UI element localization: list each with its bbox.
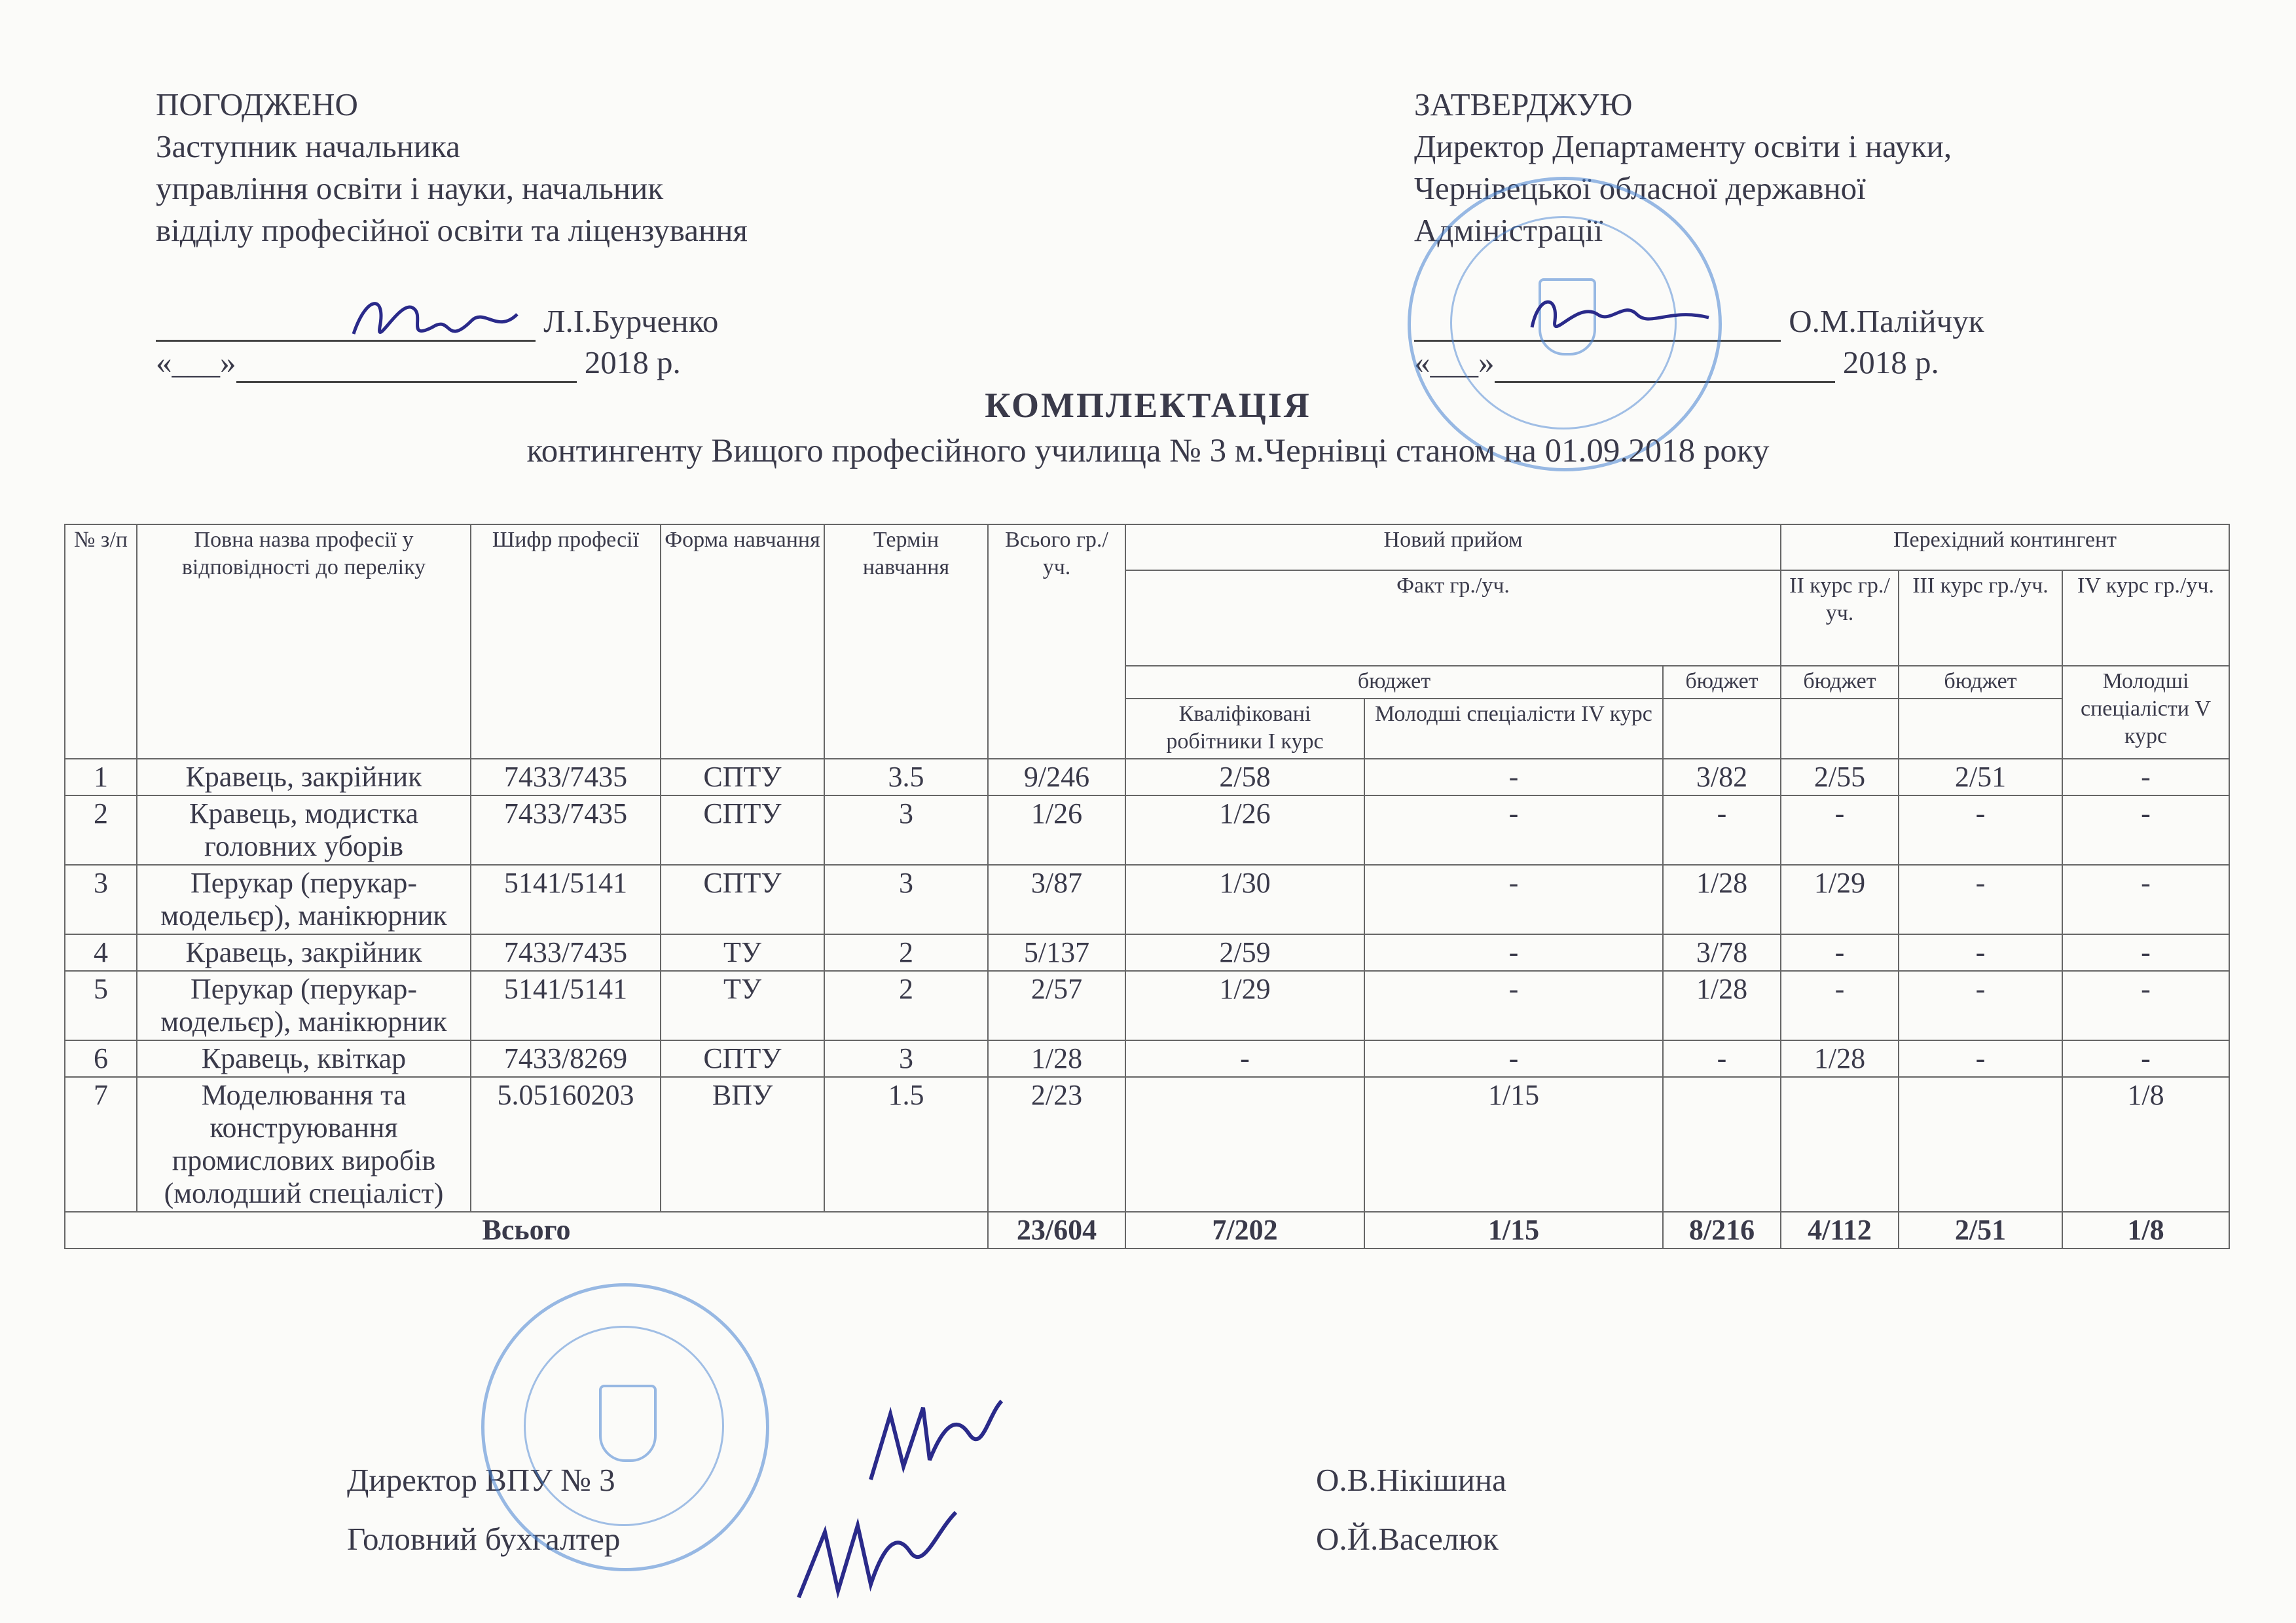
cell-total: 1/26: [988, 795, 1125, 865]
approver2-position-line1: Директор Департаменту освіти і науки,: [1414, 128, 1952, 164]
cell-num: 4: [65, 934, 137, 971]
header-transitional: Перехідний контингент: [1781, 524, 2229, 570]
header-budget-new: бюджет: [1125, 666, 1663, 699]
approval-block-left: [156, 84, 748, 251]
cell-c3: -: [1781, 971, 1899, 1040]
total-qual: 7/202: [1125, 1212, 1364, 1249]
cell-num: 7: [65, 1077, 137, 1212]
left-date-year: 2018 р.: [584, 344, 681, 380]
cell-code: 7433/7435: [471, 934, 661, 971]
header-name: Повна назва професії у відповідності до переліку: [137, 524, 471, 759]
cell-c3: -: [1781, 934, 1899, 971]
signature-right-icon: [1519, 288, 1715, 347]
approver2-position-line2: Чернівецької обласної державної: [1414, 170, 1866, 206]
cell-term: 1.5: [824, 1077, 988, 1212]
cell-code: 5141/5141: [471, 865, 661, 934]
cell-c4: [1899, 1077, 2062, 1212]
cell-jun5: -: [2062, 971, 2229, 1040]
header-new-intake: Новий прийом: [1125, 524, 1781, 570]
cell-jun5: -: [2062, 865, 2229, 934]
total-c3: 4/112: [1781, 1212, 1899, 1249]
header-qualified: Кваліфіковані робітники І курс: [1125, 699, 1364, 759]
document-title: КОМПЛЕКТАЦІЯ: [985, 386, 1311, 425]
table-row: [65, 795, 2229, 865]
cell-code: 7433/8269: [471, 1040, 661, 1077]
cell-c2: -: [1663, 795, 1781, 865]
right-date-year: 2018 р.: [1842, 344, 1939, 380]
cell-num: 1: [65, 759, 137, 795]
signature-director-icon: [851, 1388, 1008, 1493]
cell-c2: -: [1663, 1040, 1781, 1077]
cell-num: 6: [65, 1040, 137, 1077]
total-c2: 8/216: [1663, 1212, 1781, 1249]
cell-jun4: -: [1364, 795, 1663, 865]
cell-jun4: -: [1364, 1040, 1663, 1077]
cell-total: 2/23: [988, 1077, 1125, 1212]
header-num: № з/п: [65, 524, 137, 759]
header-budget-c4: бюджет: [1899, 666, 2062, 699]
cell-qual: -: [1125, 1040, 1364, 1077]
cell-qual: 1/29: [1125, 971, 1364, 1040]
cell-form: СПТУ: [661, 865, 824, 934]
approver-position-line3: відділу професійної освіти та ліцензування: [156, 212, 748, 248]
cell-c2: 1/28: [1663, 971, 1781, 1040]
header-junior4: Молодші спеціалісти ІV курс: [1364, 699, 1663, 759]
left-date-prefix: «___»: [156, 344, 236, 380]
table-row: [65, 1040, 2229, 1077]
cell-name: Перукар (перукар-модельєр), манікюрник: [137, 971, 471, 1040]
accountant-name: О.Й.Васелюк: [1316, 1521, 1499, 1557]
cell-form: ТУ: [661, 971, 824, 1040]
signature-left-icon: [340, 288, 524, 360]
approved-heading: ПОГОДЖЕНО: [156, 86, 358, 122]
cell-term: 2: [824, 971, 988, 1040]
table-row: [65, 759, 2229, 795]
header-junior5: Молодші спеціалісти V курс: [2062, 666, 2229, 759]
cell-name: Кравець, модистка головних уборів: [137, 795, 471, 865]
header-term: Термін навчання: [824, 524, 988, 759]
cell-form: ТУ: [661, 934, 824, 971]
cell-jun5: -: [2062, 759, 2229, 795]
cell-code: 7433/7435: [471, 795, 661, 865]
approve-heading: ЗАТВЕРДЖУЮ: [1414, 86, 1633, 122]
cell-total: 5/137: [988, 934, 1125, 971]
cell-code: 5.05160203: [471, 1077, 661, 1212]
cell-qual: 2/58: [1125, 759, 1364, 795]
cell-jun4: -: [1364, 934, 1663, 971]
cell-name: Кравець, квіткар: [137, 1040, 471, 1077]
cell-form: ВПУ: [661, 1077, 824, 1212]
header-budget-c2: бюджет: [1663, 666, 1781, 699]
header-code: Шифр професії: [471, 524, 661, 759]
approver-position-line1: Заступник начальника: [156, 128, 460, 164]
director-name: О.В.Нікішина: [1316, 1462, 1506, 1498]
cell-c2: 1/28: [1663, 865, 1781, 934]
cell-name: Кравець, закрійник: [137, 934, 471, 971]
cell-c2: [1663, 1077, 1781, 1212]
header-budget-c3: бюджет: [1781, 666, 1899, 699]
cell-c4: 2/51: [1899, 759, 2062, 795]
cell-term: 2: [824, 934, 988, 971]
cell-c4: -: [1899, 795, 2062, 865]
contingent-table: [64, 524, 2230, 1249]
cell-jun4: 1/15: [1364, 1077, 1663, 1212]
right-signer-name: О.М.Палійчук: [1789, 303, 1984, 339]
cell-c3: 2/55: [1781, 759, 1899, 795]
cell-num: 3: [65, 865, 137, 934]
right-date-prefix: «___»: [1414, 344, 1495, 380]
cell-jun5: -: [2062, 934, 2229, 971]
header-form: Форма навчання: [661, 524, 824, 759]
table-row: [65, 934, 2229, 971]
total-total: 23/604: [988, 1212, 1125, 1249]
header-total: Всього гр./уч.: [988, 524, 1125, 759]
cell-code: 7433/7435: [471, 759, 661, 795]
cell-jun5: 1/8: [2062, 1077, 2229, 1212]
cell-name: Моделювання та конструювання промислових виробів (молодший спеціаліст): [137, 1077, 471, 1212]
cell-term: 3: [824, 795, 988, 865]
total-row: [65, 1212, 2229, 1249]
table-row: [65, 1077, 2229, 1212]
cell-qual: 1/30: [1125, 865, 1364, 934]
cell-c3: [1781, 1077, 1899, 1212]
cell-jun5: -: [2062, 795, 2229, 865]
signature-accountant-icon: [786, 1493, 969, 1611]
header-fact: Факт гр./уч.: [1125, 570, 1781, 666]
total-label: Всього: [65, 1212, 988, 1249]
cell-c2: 3/82: [1663, 759, 1781, 795]
approver-position-line2: управління освіти і науки, начальник: [156, 170, 664, 206]
table-row: [65, 971, 2229, 1040]
cell-jun4: -: [1364, 759, 1663, 795]
cell-name: Перукар (перукар-модельєр), манікюрник: [137, 865, 471, 934]
cell-jun5: -: [2062, 1040, 2229, 1077]
cell-qual: 1/26: [1125, 795, 1364, 865]
cell-c4: -: [1899, 865, 2062, 934]
total-c4: 2/51: [1899, 1212, 2062, 1249]
cell-num: 2: [65, 795, 137, 865]
cell-term: 3.5: [824, 759, 988, 795]
cell-term: 3: [824, 865, 988, 934]
document-subtitle: контингенту Вищого професійного училища № 3 м.Чернівці станом на 01.09.2018 року: [526, 433, 1770, 469]
approver2-position-line3: Адміністрації: [1414, 212, 1603, 248]
cell-c4: -: [1899, 1040, 2062, 1077]
cell-c4: -: [1899, 934, 2062, 971]
cell-total: 3/87: [988, 865, 1125, 934]
total-jun5: 1/8: [2062, 1212, 2229, 1249]
cell-qual: 2/59: [1125, 934, 1364, 971]
cell-num: 5: [65, 971, 137, 1040]
cell-code: 5141/5141: [471, 971, 661, 1040]
cell-form: СПТУ: [661, 759, 824, 795]
accountant-title: Головний бухгалтер: [347, 1521, 621, 1557]
cell-c3: -: [1781, 795, 1899, 865]
total-jun4: 1/15: [1364, 1212, 1663, 1249]
cell-c4: -: [1899, 971, 2062, 1040]
cell-form: СПТУ: [661, 1040, 824, 1077]
cell-term: 3: [824, 1040, 988, 1077]
cell-jun4: -: [1364, 865, 1663, 934]
left-signer-name: Л.І.Бурченко: [543, 303, 719, 339]
header-course2: ІІ курс гр./уч.: [1781, 570, 1899, 666]
cell-total: 9/246: [988, 759, 1125, 795]
cell-form: СПТУ: [661, 795, 824, 865]
header-course4: ІV курс гр./уч.: [2062, 570, 2229, 666]
cell-name: Кравець, закрійник: [137, 759, 471, 795]
header-course3: ІІІ курс гр./уч.: [1899, 570, 2062, 666]
cell-c3: 1/29: [1781, 865, 1899, 934]
official-stamp-bottom-icon: [481, 1283, 769, 1571]
cell-total: 1/28: [988, 1040, 1125, 1077]
cell-c2: 3/78: [1663, 934, 1781, 971]
cell-total: 2/57: [988, 971, 1125, 1040]
cell-qual: [1125, 1077, 1364, 1212]
cell-c3: 1/28: [1781, 1040, 1899, 1077]
table-row: [65, 865, 2229, 934]
cell-jun4: -: [1364, 971, 1663, 1040]
director-title: Директор ВПУ № 3: [347, 1462, 615, 1498]
